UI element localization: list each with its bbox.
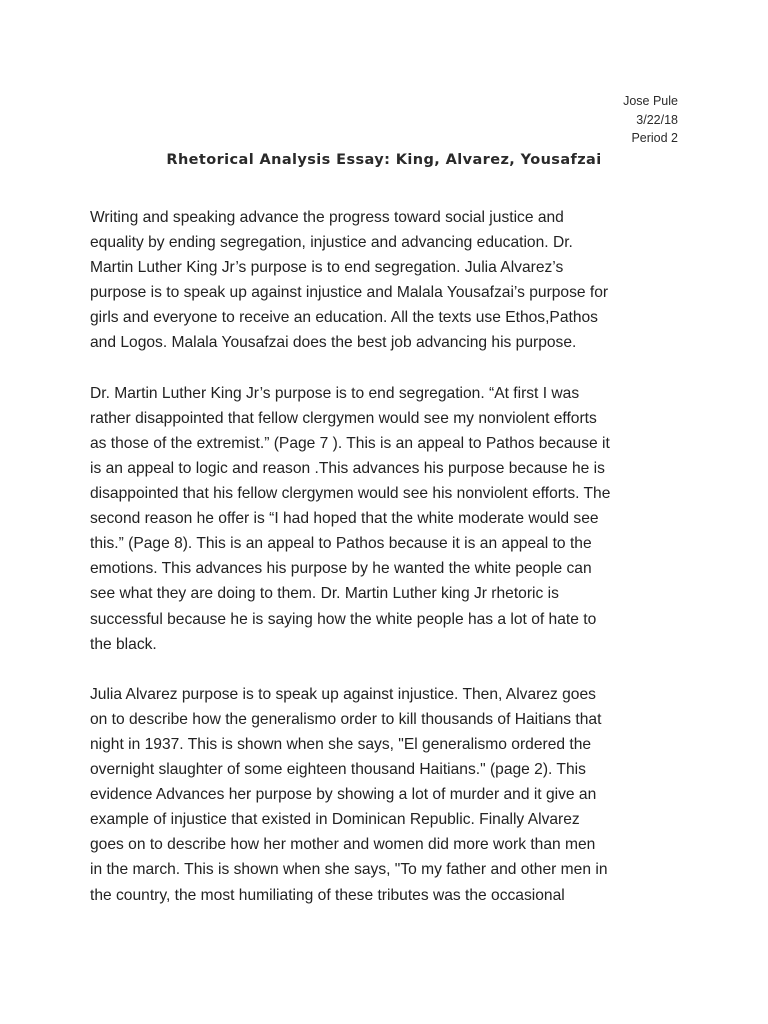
text-line: as those of the extremist.” (Page 7 ). This is an appeal to Pathos because it [90,434,610,452]
text-line: example of injustice that existed in Dominican Republic. Finally Alvarez [90,811,580,829]
text-line: is an appeal to logic and reason .This advances his purpose because he is [90,459,605,477]
text-line: rather disappointed that fellow clergymen would see my nonviolent efforts [90,409,597,427]
header-block [623,92,678,148]
text-line: in the march. This is shown when she says, "To my father and other men in [90,861,608,879]
essay-date: 3/22/18 [636,112,678,127]
text-line: on to describe how the generalismo order to kill thousands of Haitians that [90,710,602,728]
text-line: disappointed that his fellow clergymen would see his nonviolent efforts. The [90,485,611,503]
text-line: evidence Advances her purpose by showing a lot of murder and it give an [90,786,597,804]
text-line: Writing and speaking advance the progress toward social justice and [90,209,564,226]
text-line: purpose is to speak up against injustice and Malala Yousafzai’s purpose for [90,284,609,302]
paragraph-alvarez [90,682,690,908]
text-line: Martin Luther King Jr’s purpose is to end segregation. Julia Alvarez’s [90,259,564,277]
text-line: and Logos. Malala Yousafzai does the best job advancing his purpose. [90,334,577,352]
text-line: equality by ending segregation, injustice and advancing education. Dr. [90,234,573,252]
text-line: successful because he is saying how the white people has a lot of hate to [90,610,597,628]
text-line: Julia Alvarez purpose is to speak up against injustice. Then, Alvarez goes [90,685,596,703]
text-line: see what they are doing to them. Dr. Martin Luther king Jr rhetoric is [90,585,559,603]
text-line: night in 1937. This is shown when she says, "El generalismo ordered the [90,735,592,753]
paragraph-king [90,381,690,657]
paragraph-intro [90,205,690,356]
text-line: Dr. Martin Luther King Jr’s purpose is to end segregation. “At first I was [90,384,580,402]
class-period: Period 2 [631,131,678,145]
text-line: second reason he offer is “I had hoped that the white moderate would see [90,510,599,528]
text-line: goes on to describe how her mother and women did more work than men [90,836,596,854]
text-line: this.” (Page 8). This is an appeal to Pathos because it is an appeal to the [90,535,592,553]
text-line: overnight slaughter of some eighteen thousand Haitians." (page 2). This [90,761,586,779]
essay-title: Rhetorical Analysis Essay: King, Alvarez, Yousafzai [166,152,602,168]
author-name: Jose Pule [623,94,678,108]
text-line: the country, the most humiliating of these tributes was the occasional [90,886,565,904]
essay-body [90,205,690,933]
text-line: emotions. This advances his purpose by he wanted the white people can [90,560,592,578]
text-line: girls and everyone to receive an education. All the texts use Ethos,Pathos [90,309,598,327]
text-line: the black. [90,635,157,653]
